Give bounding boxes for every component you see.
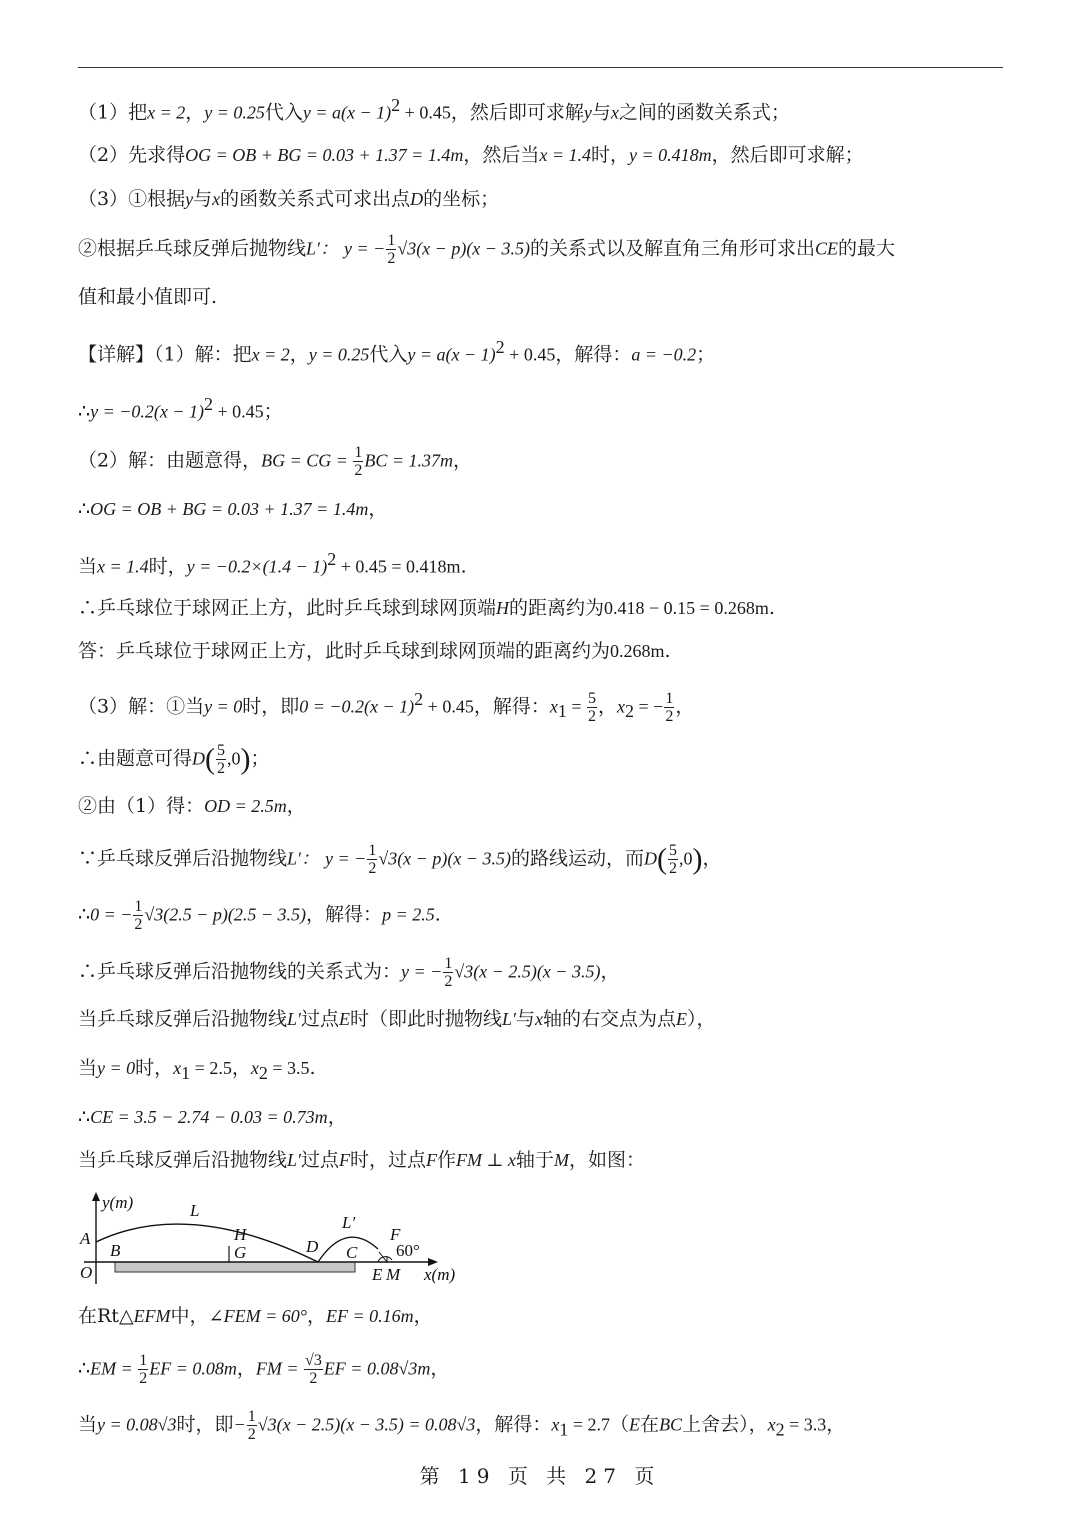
solution-line-10: ②由（1）得：OD = 2.5m，	[78, 795, 306, 817]
fraction: $\frac{√3}{2}$	[305, 1352, 322, 1387]
fraction: $\frac{5}{2}$	[668, 842, 677, 877]
fraction: $\frac{1}{2}$	[444, 955, 453, 990]
solution-line-18: 在Rt△EFM中，∠FEM = 60°，EF = 0.16m，	[78, 1305, 433, 1327]
solution-line-3: （2）解：由题意得，BG = CG = $\frac{1}{2}$ BC = 1.37m，	[78, 444, 473, 479]
fraction: $\frac{5}{2}$	[217, 742, 226, 777]
page-footer: 第 19 页 共 27 页	[419, 1464, 661, 1488]
svg-text:O: O	[80, 1263, 93, 1282]
fraction: $\frac{1}{2}$	[134, 898, 143, 933]
fraction: $\frac{1}{2}$	[247, 1408, 256, 1443]
solution-line-8: （3）解：①当y = 0时，即$0 = -0.2(x - 1)^2 + 0.45$，解得：$x_1$ = $\frac{5}{2}$ ，$x_2$ = − $\frac{1}{2}$ ，	[78, 689, 695, 725]
solution-line-4: ∴OG = OB + BG = 0.03 + 1.37 = 1.4m，	[78, 498, 388, 520]
svg-text:B: B	[110, 1241, 121, 1260]
solution-line-20: 当y = 0.08√3时，即− $\frac{1}{2}$ √3(x − 2.5)(x − 3.5) = 0.08√3，解得：$x_1 = 2.7(E$在BC上舍去），$x_2 = 3.3$，	[78, 1408, 846, 1443]
fraction: $\frac{5}{2}$	[588, 689, 596, 725]
svg-text:E: E	[372, 1265, 383, 1284]
solution-line-13: ∴乒乓球反弹后沿抛物线的关系式为：y = − $\frac{1}{2}$ √3(x − 2.5)(x − 3.5)，	[78, 955, 620, 990]
fraction: $\frac{1}{2}$	[665, 689, 674, 725]
solution-line-7: 答：乒乓球位于球网正上方，此时乒乓球到球网顶端的距离约为0.268m.	[78, 640, 671, 662]
fraction: $\frac{1}{2}$	[387, 232, 396, 267]
solution-line-17: 当乒乓球反弹后沿抛物线L′过点F时，过点F作FM ⊥ x轴于M，如图：	[78, 1149, 645, 1171]
fraction: $\frac{1}{2}$	[354, 444, 363, 479]
solution-line-16: ∴CE = 3.5 − 2.74 − 0.03 = 0.73m，	[78, 1106, 347, 1128]
table-tennis-diagram	[78, 1188, 478, 1292]
header-rule	[78, 67, 1003, 68]
solution-line-12: ∴0 = − $\frac{1}{2}$ √3(2.5 − p)(2.5 − 3.5)，解得：p = 2.5.	[78, 898, 441, 933]
svg-text:F: F	[390, 1225, 401, 1244]
analysis-line-2: （2）先求得OG = OB + BG = 0.03 + 1.37 = 1.4m，然后当x = 1.4时，y = 0.418m，然后即可求解；	[78, 144, 864, 166]
solution-line-2: ∴y = $-0.2(x - 1)^2 + 0.45$；	[78, 394, 283, 423]
solution-line-11: ∵乒乓球反弹后沿抛物线L′： y = − $\frac{1}{2}$ √3(x − p)(x − 3.5)的路线运动，而D( $\frac{5}{2}$ ,0)，	[78, 842, 722, 877]
svg-text:60°: 60°	[396, 1241, 420, 1260]
solution-line-6: ∴乒乓球位于球网正上方，此时乒乓球到球网顶端H的距离约为0.418 − 0.15 = 0.268m.	[78, 597, 775, 619]
analysis-line-5: 值和最小值即可.	[78, 286, 218, 308]
svg-text:L: L	[190, 1201, 200, 1220]
analysis-line-1: （1）把x = 2，y = 0.25代入$y = a(x - 1)^2 + 0.45$，然后即可求解y与x之间的函数关系式；	[78, 95, 790, 124]
svg-text:x(m): x(m)	[424, 1265, 456, 1284]
solution-line-9: ∴由题意可得D( $\frac{5}{2}$ ,0)；	[78, 742, 270, 777]
solution-line-15: 当y = 0时，$x_1 = 2.5$，$x_2 = 3.5$.	[78, 1057, 316, 1083]
svg-text:L′: L′	[342, 1213, 356, 1232]
analysis-line-4: ②根据乒乓球反弹后抛物线L′： y = − $\frac{1}{2}$ √3(x − p)(x − 3.5)的关系式以及解直角三角形可求出CE的最大	[78, 232, 895, 267]
fraction: $\frac{1}{2}$	[139, 1352, 148, 1387]
solution-line-5: 当x = 1.4时，$y = -0.2\times(1.4 - 1)^2 + 0.45 = 0.418m$.	[78, 549, 467, 578]
svg-text:A: A	[80, 1229, 91, 1248]
fraction: $\frac{1}{2}$	[368, 842, 377, 877]
svg-text:H: H	[234, 1225, 247, 1244]
solution-line-1: 【详解】（1）解：把x = 2，y = 0.25代入$y = a(x - 1)^2 + 0.45$，解得：a = −0.2；	[78, 337, 716, 366]
svg-text:y(m): y(m)	[102, 1193, 134, 1212]
analysis-line-3: （3）①根据y与x的函数关系式可求出点D的坐标；	[78, 188, 500, 210]
svg-text:G: G	[234, 1243, 247, 1262]
solution-line-19: ∴EM = $\frac{1}{2}$ EF = 0.08m，FM = $\frac{√3}{2}$ EF = 0.08√3m，	[78, 1352, 450, 1387]
solution-line-14: 当乒乓球反弹后沿抛物线L′过点E时（即此时抛物线L′与x轴的右交点为点E），	[78, 1008, 716, 1030]
svg-text:D: D	[306, 1237, 319, 1256]
svg-text:C: C	[346, 1243, 358, 1262]
svg-text:M: M	[386, 1265, 401, 1284]
